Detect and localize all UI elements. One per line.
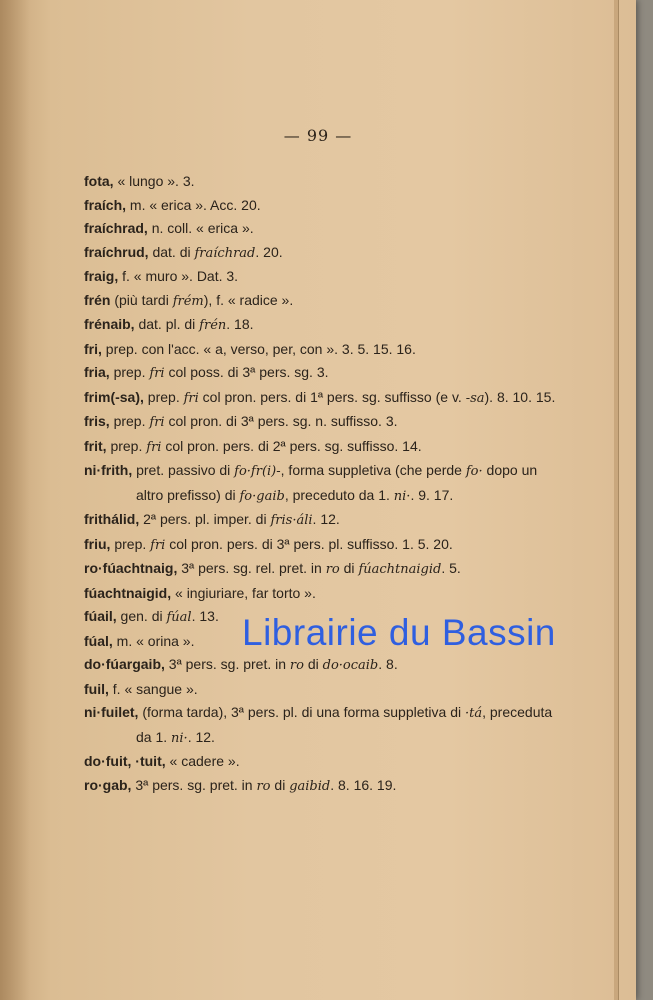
entry-text: dopo un altro prefisso) di [136, 462, 538, 503]
glossary-entry [84, 459, 564, 508]
glossary-entry [84, 170, 564, 194]
entry-italic-term: ro [289, 658, 304, 673]
entry-text: col pron. di 3ª pers. sg. n. suffisso. 3. [164, 413, 398, 429]
glossary-entry [84, 582, 564, 606]
entry-text: f. « muro ». Dat. 3. [118, 268, 239, 284]
entry-text: di [339, 560, 359, 576]
entry-text: , preceduta da 1. [136, 704, 553, 745]
entry-text: prep. [109, 364, 150, 380]
glossary-entry [84, 557, 564, 582]
entry-text: prep. [110, 535, 151, 552]
watermark: Librairie du Bassin [242, 612, 556, 653]
entry-text: dat. pl. di [134, 316, 200, 332]
entry-text: 3ª pers. sg. rel. pret. in [177, 560, 326, 576]
entry-text: col pron. pers. di 2ª pers. sg. suffisso. 14. [161, 437, 422, 454]
glossary-entries [84, 170, 564, 798]
entry-headword: frim(-sa), [84, 388, 144, 405]
entry-italic-term: do·ocaib [322, 658, 379, 673]
entry-headword: ro·fúachtnaig, [84, 560, 178, 576]
glossary-entry [84, 338, 564, 362]
entry-headword: fota, [84, 173, 114, 189]
entry-italic-term: ro [256, 778, 271, 794]
entry-headword: fraig, [84, 268, 119, 284]
entry-italic-term: -sa [465, 390, 485, 406]
entry-text: pret. passivo di [132, 462, 235, 478]
entry-text: f. « sangue ». [108, 680, 198, 697]
entry-text: prep. [109, 413, 150, 429]
entry-italic-term: frén [199, 318, 227, 333]
entry-headword: fris, [84, 413, 110, 429]
entry-text: n. coll. « erica ». [147, 220, 254, 236]
entry-text: col pron. pers. di 1ª pers. sg. suffisso (e v. [198, 388, 466, 405]
entry-text: ). 8. 10. 15. [484, 388, 556, 405]
entry-headword: fúail, [84, 608, 117, 624]
entry-text: . 12. [187, 728, 215, 745]
entry-italic-term: fri [146, 439, 162, 455]
page-number: — 99 — [283, 126, 353, 145]
entry-italic-term: fo·fr(i)- [234, 464, 281, 479]
entry-text: (più tardi [110, 291, 173, 308]
entry-text: gen. di [116, 608, 167, 624]
entry-text: 3ª pers. sg. pret. in [131, 776, 257, 793]
entry-headword: fri, [84, 340, 102, 357]
entry-text: dat. di [148, 243, 195, 260]
page-edge [614, 0, 619, 1000]
glossary-entry [84, 410, 564, 435]
entry-text: m. « erica ». Acc. 20. [126, 196, 261, 213]
glossary-entry [84, 289, 564, 314]
entry-italic-term: ro [325, 562, 340, 577]
entry-text: ), f. « radice ». [203, 291, 294, 308]
entry-italic-term: fúal [166, 610, 192, 625]
entry-headword: ni·fuilet, [84, 704, 139, 720]
entry-headword: fúal, [84, 632, 113, 649]
entry-text: m. « orina ». [112, 632, 195, 649]
entry-headword: fria, [84, 364, 110, 380]
entry-text: . 8. [378, 656, 398, 672]
entry-text: col poss. di 3ª pers. sg. 3. [164, 364, 329, 380]
entry-text: . 18. [226, 316, 254, 332]
entry-text: (forma tarda), 3ª pers. pl. di una forma suppletiva di [138, 704, 465, 720]
entry-headword: ro·gab, [84, 776, 132, 793]
entry-italic-term: fúachtnaigid [358, 562, 442, 577]
entry-text: 2ª pers. pl. imper. di [139, 511, 271, 527]
entry-text: col pron. pers. di 3ª pers. pl. suffisso. 1. 5. 20. [165, 535, 453, 552]
entry-italic-term: ·tá [465, 706, 483, 721]
glossary-entry [84, 533, 564, 558]
glossary-entry [84, 678, 564, 702]
entry-italic-term: fri [149, 366, 165, 381]
entry-italic-term: fri [149, 415, 165, 430]
entry-italic-term: ni· [171, 730, 188, 746]
glossary-entry [84, 313, 564, 338]
entry-text: . 9. 17. [410, 486, 454, 503]
entry-text: prep. con l'acc. « a, verso, per, con ». 3. 5. 15. 16. [101, 340, 416, 357]
entry-text: . 13. [191, 608, 219, 624]
entry-headword: friu, [84, 535, 111, 552]
entry-text: . 12. [312, 511, 340, 527]
spine-shadow [0, 0, 30, 1000]
entry-italic-term: fraíchrad [194, 245, 256, 261]
entry-text: di [303, 656, 323, 672]
entry-italic-term: fo·gaib [239, 488, 285, 504]
entry-text: , preceduto da 1. [284, 486, 394, 503]
entry-italic-term: frém [172, 293, 204, 309]
glossary-entry [84, 750, 564, 774]
entry-text: , forma suppletiva (che perde [280, 462, 466, 478]
entry-headword: fraíchrad, [84, 220, 148, 236]
glossary-entry [84, 217, 564, 241]
entry-headword: frit, [84, 437, 107, 454]
entry-text: 3ª pers. sg. pret. in [164, 656, 290, 672]
entry-headword: fraích, [84, 196, 127, 213]
entry-headword: fuil, [84, 680, 109, 697]
entry-headword: frithálid, [84, 511, 140, 527]
entry-headword: ni·frith, [84, 462, 133, 478]
entry-text: prep. [143, 388, 184, 405]
glossary-entry [84, 386, 564, 411]
entry-text: « cadere ». [165, 753, 240, 769]
entry-headword: fraíchrud, [84, 243, 149, 260]
entry-headword: fúachtnaigid, [84, 584, 172, 601]
entry-headword: do·fúargaib, [84, 656, 165, 672]
entry-italic-term: fri [183, 390, 199, 406]
entry-text: « ingiuriare, far torto ». [171, 584, 316, 601]
entry-italic-term: fo· [465, 464, 483, 479]
entry-text: prep. [106, 437, 147, 454]
entry-italic-term: gaibid [289, 778, 331, 794]
glossary-entry [84, 653, 564, 678]
glossary-entry [84, 701, 564, 750]
entry-text: . 5. [441, 560, 461, 576]
glossary-entry [84, 508, 564, 533]
entry-headword: do·fuit, ·tuit, [84, 753, 166, 769]
glossary-entry [84, 774, 564, 799]
glossary-entry [84, 265, 564, 289]
entry-text: di [270, 776, 290, 793]
entry-headword: frén [84, 291, 111, 308]
entry-italic-term: fri [150, 537, 166, 553]
entry-text: . 20. [255, 243, 283, 260]
glossary-entry [84, 361, 564, 386]
entry-text: . 8. 16. 19. [330, 776, 397, 793]
glossary-entry [84, 435, 564, 460]
entry-text: « lungo ». 3. [113, 173, 195, 189]
glossary-entry [84, 194, 564, 218]
glossary-entry [84, 241, 564, 266]
entry-italic-term: fris·áli [270, 513, 313, 528]
entry-italic-term: ni· [393, 488, 411, 504]
entry-headword: frénaib, [84, 316, 135, 332]
